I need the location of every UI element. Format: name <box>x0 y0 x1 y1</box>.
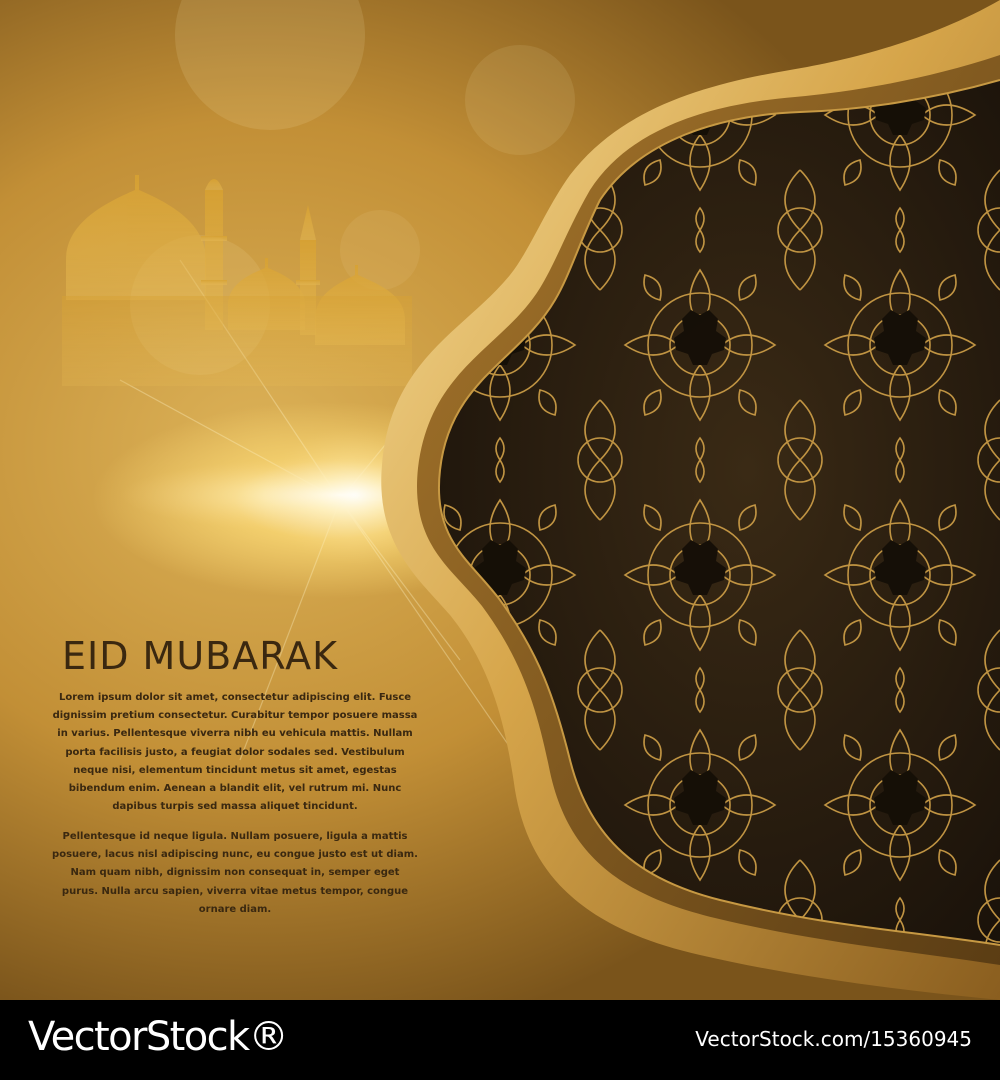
brand-watermark: VectorStock® <box>28 1014 287 1060</box>
body-paragraph-2: Pellentesque id neque ligula. Nullam posuere, ligula a mattis posuere, lacus nisl adipiscing nunc, eu congue justo est ut diam. Nam quam nibh, dignissim non consequat in, semper eget purus. Nulla arcu sapien, viverra vitae metus tempor, congue ornare diam. <box>52 831 418 915</box>
footer-bar <box>0 1000 1000 1080</box>
body-paragraph-1: Lorem ipsum dolor sit amet, consectetur adipiscing elit. Fusce dignissim pretium consectetur. Curabitur tempor posuere massa in varius. Pellentesque viverra nibh eu vehicula mattis. Nullam porta facilisis justo, a feugiat dolor sodales sed. Vestibulum neque nisi, elementum tincidunt metus sit amet, egestas bibendum enim. Aenean a blandit elit, vel rutrum mi. Nunc dapibus turpis sed massa aliquet tincidunt. <box>52 692 418 813</box>
ornamental-frame <box>380 0 1000 1000</box>
image-id-text: VectorStock.com/15360945 <box>695 1027 972 1051</box>
greeting-title: EID MUBARAK <box>62 634 338 678</box>
ornament-pattern <box>380 60 1000 960</box>
